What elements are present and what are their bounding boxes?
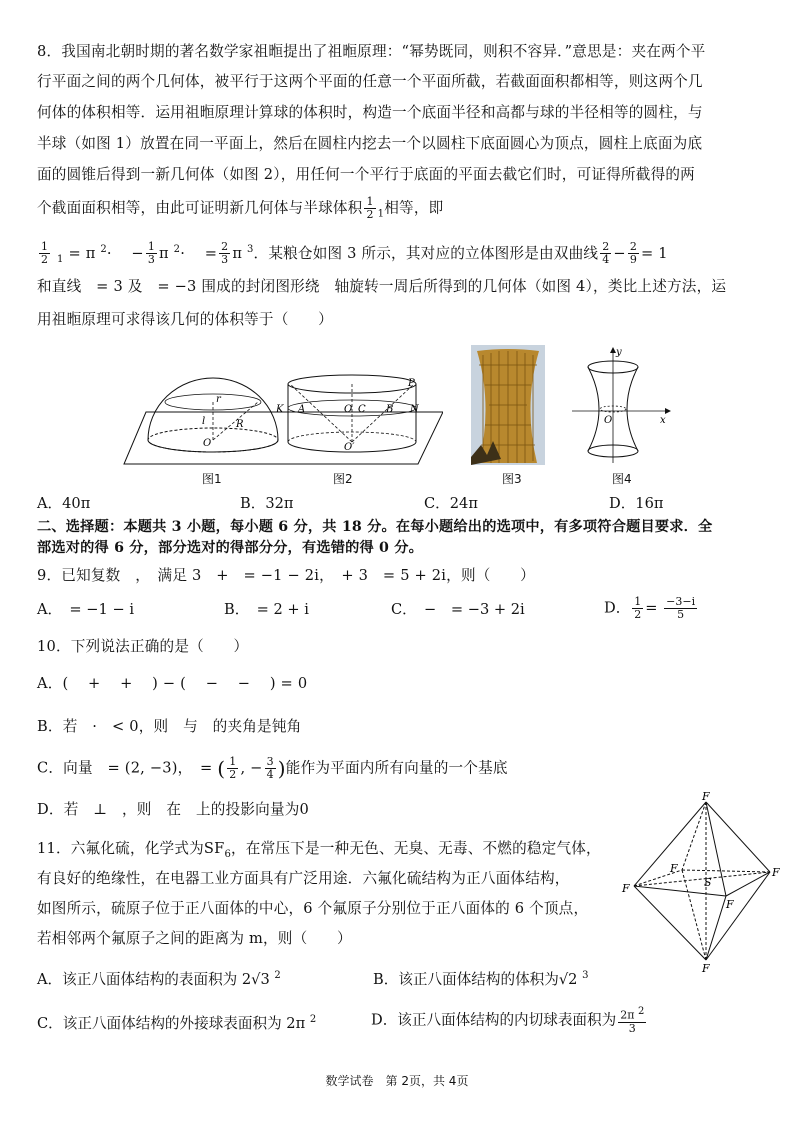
- q8-line-7d: ．某粮仓如图 3 所示，其对应的立体图形是由双曲线: [253, 244, 599, 262]
- q8-option-c: C．24π: [424, 495, 478, 512]
- svg-text:K: K: [276, 404, 284, 415]
- figure-1-caption: 图1: [202, 472, 222, 486]
- svg-text:l: l: [202, 416, 206, 427]
- q8-pi-1: π: [85, 244, 96, 262]
- figure-1-2-hemisphere-cylinder: [118, 372, 443, 468]
- svg-text:N: N: [410, 404, 419, 415]
- svg-text:O: O: [344, 404, 353, 415]
- section-2-heading-line-2: 部选对的得 6 分，部分选对的得部分分，有选错的得 0 分。: [37, 540, 424, 556]
- figure-octahedron-sf6: [620, 790, 785, 975]
- svg-text:F: F: [772, 866, 780, 879]
- svg-text:R: R: [236, 419, 244, 430]
- svg-text:F: F: [702, 790, 710, 803]
- q8-line-6: 个截面面积相等，由此可证明新几何体与半球体积 $\frac{1}{2}$ $_1$相等，即: [37, 195, 444, 221]
- q8-line-7: $\frac{1}{2}$ $_1$ = π $^2$· − $\frac{1}{3}$ π $^2$· = $\frac{2}{3}$ π $^3$．某粮仓如图 3 所示，其对应的立体图形是由双曲线 $\frac{2}{4}$ − $\frac{2}{9}$ = 1: [41, 240, 668, 267]
- q8-option-a: A．40π: [37, 495, 91, 512]
- q9-option-d-numerator: −3−i: [666, 595, 696, 608]
- q10-option-a: A．( + + ) − ( − − ) = 0: [37, 675, 308, 692]
- q8-pi-3: π: [232, 244, 243, 262]
- figure-4-hyperboloid: [568, 345, 673, 465]
- q9-option-a: A． = −1 − i: [37, 601, 134, 618]
- q11-line-1: 11．六氟化硫，化学式为$SF_6$，在常压下是一种无色、无臭、无毒、不燃的稳定气体，: [37, 840, 601, 860]
- q10-option-b: B．若 · < 0，则 与 的夹角是钝角: [37, 718, 302, 735]
- q11-option-d: D．该正八面体结构的内切球表面积为 $\frac{2\pi 2}{3}$: [371, 1006, 645, 1035]
- section-2-heading-line-1: 二、选择题：本题共 3 小题，每小题 6 分，共 18 分。在每小题给出的选项中，有多项符合题目要求．全: [37, 519, 713, 535]
- svg-text:O: O: [604, 415, 613, 426]
- q10-option-c: C．向量 = (2, −3)， = ( $\frac{1}{2}$ , − $\frac{3}{4}$ )能作为平面内所有向量的一个基底: [37, 755, 508, 781]
- fraction-one-half: $\frac{1}{2}$: [366, 195, 374, 221]
- figure-4-caption: 图4: [612, 472, 632, 486]
- svg-text:S: S: [704, 876, 712, 889]
- q8-line-6b: 相等，即: [384, 199, 444, 217]
- q8-line-4: 半球（如图 1）放置在同一平面上，然后在圆柱内挖去一个以圆柱下底面圆心为顶点，圆柱上底面为底: [37, 135, 703, 152]
- q8-line-3: 何体的体积相等．运用祖暅原理计算球的体积时，构造一个底面半径和高都与球的半径相等的圆柱，与: [37, 104, 703, 121]
- q11-line-2: 有良好的绝缘性，在电器工业方面具有广泛用途．六氟化硫结构为正八面体结构，: [37, 870, 570, 887]
- q8-pi-2: π: [159, 244, 169, 262]
- svg-text:O: O: [203, 438, 212, 449]
- q11-option-b: B．该正八面体结构的体积为√2 $^3$: [373, 970, 589, 988]
- q9-stem: 9．已知复数 ， 满足 3 + = −1 − 2i， + 3 = 5 + 2i，则（ ）: [37, 567, 535, 584]
- svg-text:F: F: [726, 898, 734, 911]
- svg-text:B: B: [386, 404, 394, 415]
- q11-line-3: 如图所示，硫原子位于正八面体的中心，6 个氟原子分别位于正八面体的 6 个顶点，: [37, 900, 589, 917]
- q8-line-6a: 个截面面积相等，由此可证明新几何体与半球体积: [37, 199, 363, 217]
- svg-text:F: F: [622, 882, 630, 895]
- q11-option-c: C．该正八面体结构的外接球表面积为 2π $^2$: [37, 1014, 317, 1032]
- figure-3-grain-silo-photo: [471, 345, 545, 465]
- figure-2-caption: 图2: [333, 472, 353, 486]
- figure-3-caption: 图3: [502, 472, 522, 486]
- svg-text:A: A: [298, 404, 306, 415]
- q9-option-c: C． − = −3 + 2i: [391, 601, 525, 618]
- q9-option-b: B． = 2 + i: [224, 601, 309, 618]
- svg-text:O′: O′: [344, 442, 355, 453]
- svg-text:C: C: [358, 404, 366, 415]
- svg-text:x: x: [660, 415, 666, 426]
- q8-line-2: 行平面之间的两个几何体，被平行于这两个平面的任意一个平面所截，若截面面积都相等，则这两个几: [37, 73, 703, 90]
- q11-line-4: 若相邻两个氟原子之间的距离为 m，则（ ）: [37, 930, 352, 947]
- q8-line-8: 和直线 = 3 及 = −3 围成的封闭图形绕 轴旋转一周后所得到的几何体（如图 4），类比上述方法，运: [37, 278, 727, 295]
- svg-text:F: F: [670, 862, 678, 875]
- q11-option-a: A．该正八面体结构的表面积为 2√3 $^2$: [37, 970, 281, 988]
- q8-option-d: D．16π: [609, 495, 664, 512]
- q9-option-d-denominator: 5: [677, 608, 685, 621]
- svg-text:y: y: [616, 347, 622, 358]
- svg-text:F: F: [702, 962, 710, 975]
- q8-line-9: 用祖暅原理可求得该几何的体积等于（ ）: [37, 311, 333, 328]
- q10-option-d: D．若 ⊥ ，则 在 上的投影向量为0: [37, 801, 310, 818]
- svg-text:P: P: [408, 378, 415, 389]
- q8-line-1: 8．我国南北朝时期的著名数学家祖暅提出了祖暅原理：“幂势既同，则积不容异．”意思是：夹在两个平: [37, 43, 706, 60]
- q10-stem: 10．下列说法正确的是（ ）: [37, 638, 249, 655]
- q9-option-d: D． $\frac{1}{2}$ = $\frac{-3-i}{5}$: [604, 595, 696, 621]
- q8-option-b: B．32π: [240, 495, 294, 512]
- svg-text:r: r: [216, 394, 221, 405]
- page-footer: 数学试卷 第 2页，共 4页: [325, 1074, 469, 1088]
- q8-line-5: 面的圆锥后得到一新几何体（如图 2），用任何一个平行于底面的平面去截它们时，可证得所截得的两: [37, 166, 695, 183]
